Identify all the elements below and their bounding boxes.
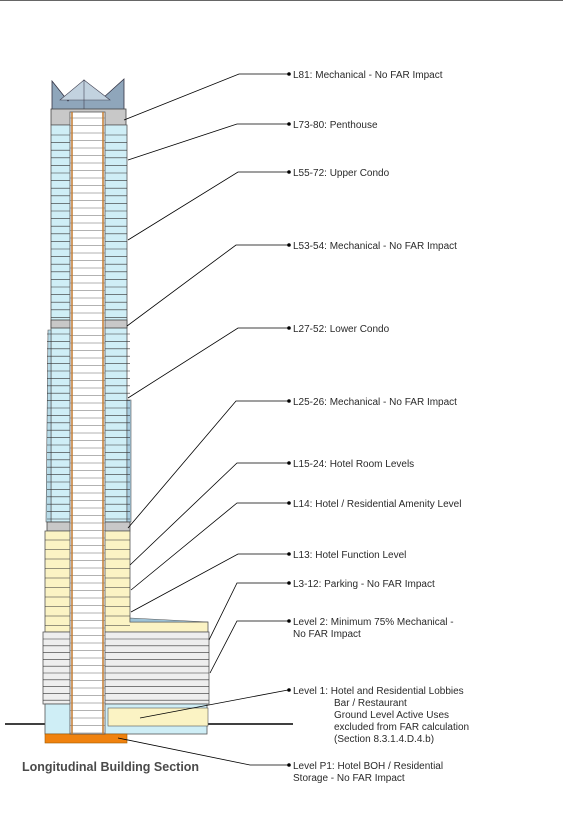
callout-text: Ground Level Active Uses	[334, 710, 450, 721]
callout-text: Storage - No FAR Impact	[293, 773, 405, 784]
callout-leader	[209, 583, 288, 640]
callout-dot	[287, 688, 291, 692]
callout-dot	[287, 243, 291, 247]
callout-text: L15-24: Hotel Room Levels	[293, 459, 415, 470]
callout-text: Level 2: Minimum 75% Mechanical -	[293, 617, 454, 628]
callout-text: L3-12: Parking - No FAR Impact	[293, 579, 435, 590]
callout-text: Level P1: Hotel BOH / Residential	[293, 761, 444, 772]
callout-dot	[287, 326, 291, 330]
callout-leader	[128, 401, 288, 528]
callout-text: L53-54: Mechanical - No FAR Impact	[293, 241, 457, 252]
callout-text: excluded from FAR calculation	[334, 722, 470, 733]
callout-text: L81: Mechanical - No FAR Impact	[293, 70, 443, 81]
callout-dot	[287, 619, 291, 623]
callout-text: Level 1: Hotel and Residential Lobbies	[293, 686, 464, 697]
callout-dot	[287, 461, 291, 465]
callout-text: L13: Hotel Function Level	[293, 550, 407, 561]
podium-roof-glass	[130, 618, 208, 622]
callout-dot	[287, 170, 291, 174]
callout-text: L55-72: Upper Condo	[293, 168, 390, 179]
callout-text: Bar / Restaurant	[334, 698, 407, 709]
callout-dot	[287, 501, 291, 505]
tower-section	[5, 79, 293, 743]
callout-text: L14: Hotel / Residential Amenity Level	[293, 499, 462, 510]
callout-dot	[287, 581, 291, 585]
callout-leader	[131, 503, 288, 590]
callout-text: (Section 8.3.1.4.D.4.b)	[334, 734, 435, 745]
diagram-caption: Longitudinal Building Section	[22, 760, 200, 774]
hotel-levels	[45, 531, 208, 632]
callout-dot	[287, 122, 291, 126]
callout-text: L27-52: Lower Condo	[293, 324, 390, 335]
callout-leader	[127, 245, 288, 326]
callout-dot	[287, 399, 291, 403]
callout-leader	[128, 124, 288, 160]
callout-text: L73-80: Penthouse	[293, 120, 378, 131]
hotel-room-edge	[127, 400, 131, 522]
callout-dot	[287, 763, 291, 767]
building-core	[70, 112, 105, 734]
callout-leader	[128, 328, 288, 398]
core-shaft	[70, 112, 105, 734]
callout-text: L25-26: Mechanical - No FAR Impact	[293, 397, 457, 408]
callout-leader	[130, 463, 288, 565]
callout-labels	[293, 70, 469, 784]
lower-condo-edge	[46, 330, 51, 522]
callout-text: No FAR Impact	[293, 629, 361, 640]
lobby-hotel	[108, 708, 208, 726]
crown-facet	[60, 80, 110, 100]
basement-level	[45, 734, 127, 743]
callout-leader	[128, 172, 288, 240]
callout-dot	[287, 552, 291, 556]
callout-leader	[124, 74, 288, 120]
callout-dot	[287, 72, 291, 76]
callout-leader	[210, 621, 288, 673]
